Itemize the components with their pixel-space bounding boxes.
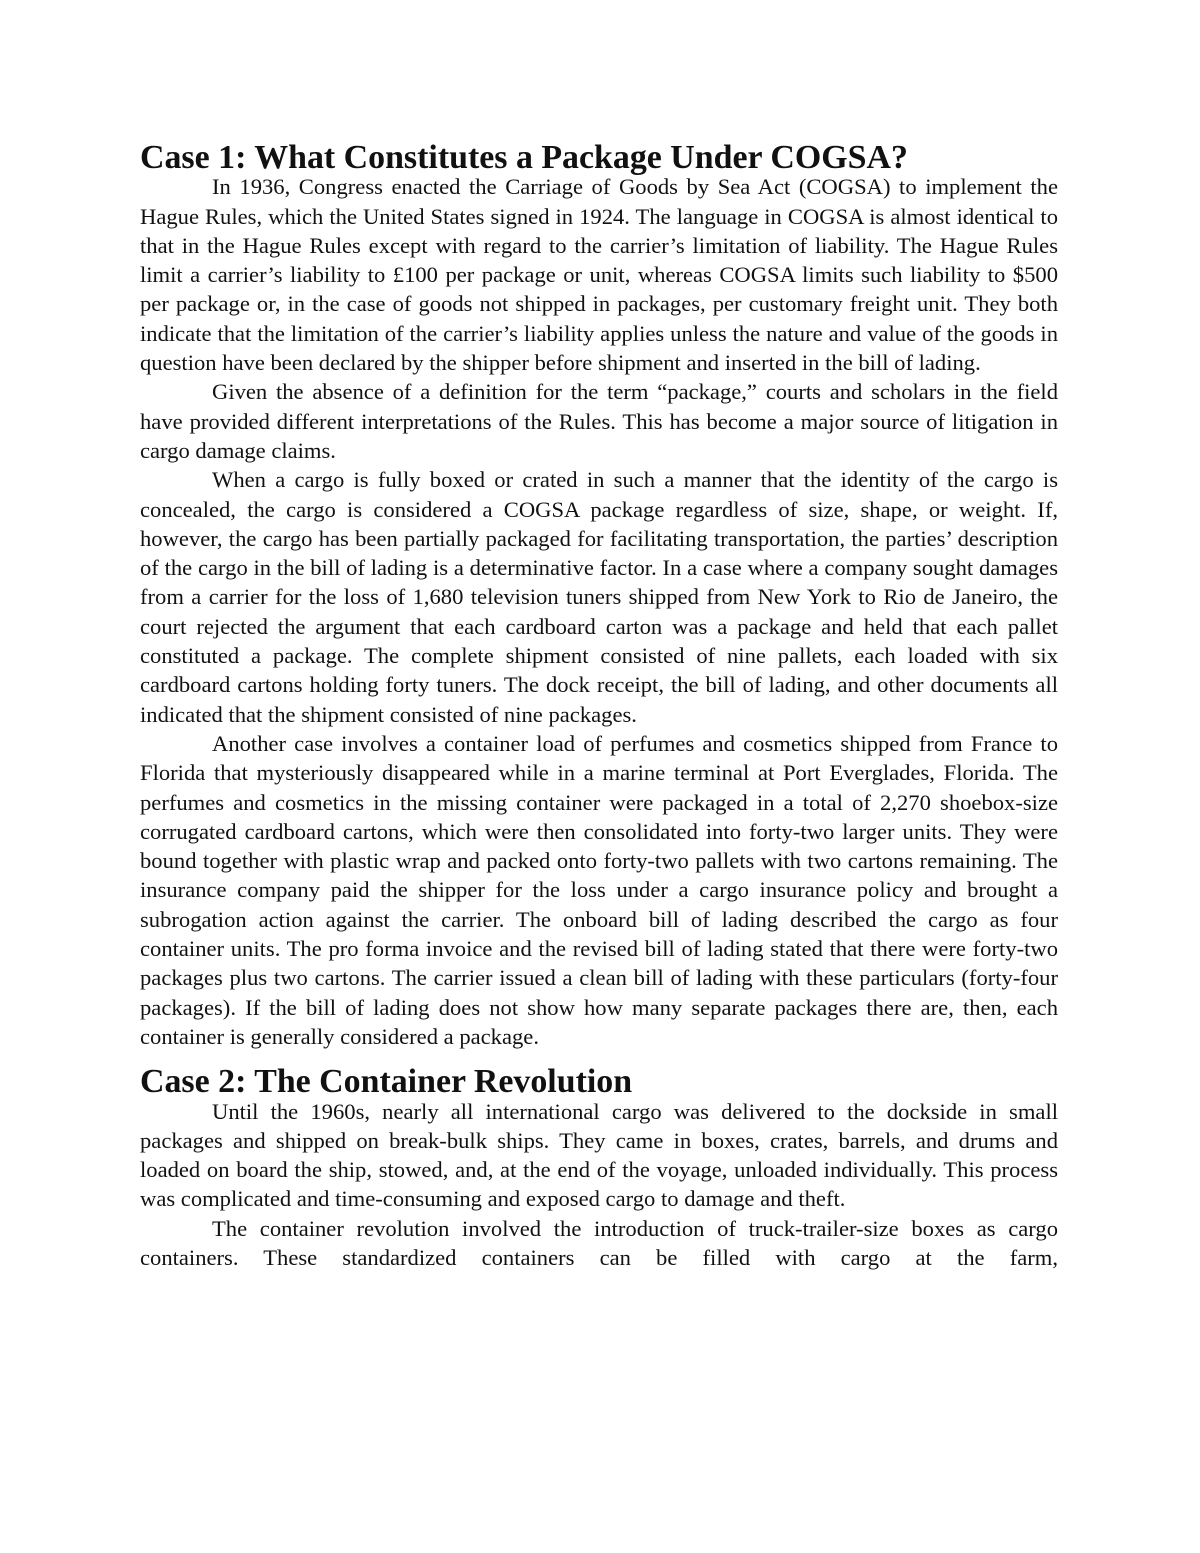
- document-page: [140, 139, 1058, 1272]
- case-2-paragraph-2: The container revolution involved the introduction of truck-trailer-size boxes as cargo containers. These standardized containers can be filled with cargo at the farm,: [140, 1215, 1058, 1270]
- case-2-heading: Case 2: The Container Revolution: [140, 1063, 633, 1101]
- case-2-paragraph-1: Until the 1960s, nearly all international cargo was delivered to the dockside in small packages and shipped on break-bulk ships. They came in boxes, crates, barrels, and drums and loaded on board the ship, stowed, and, at the end of the voyage, unloaded individually. This process was complicated and time-consuming and exposed cargo to damage and theft.: [140, 1098, 1058, 1212]
- case-1-paragraph-2: Given the absence of a definition for the term “package,” courts and scholars in the field have provided different interpretations of the Rules. This has become a major source of litigation in cargo damage claims.: [140, 379, 1058, 463]
- case-1-paragraph-3: When a cargo is fully boxed or crated in such a manner that the identity of the cargo is concealed, the cargo is considered a COGSA package regardless of size, shape, or weight. If, however, the cargo has been partially packaged for facilitating transportation, the parties’ description of the cargo in the bill of lading is a determinative factor. In a case where a company sought damages from a carrier for the loss of 1,680 television tuners shipped from New York to Rio de Janeiro, the court rejected the argument that each cardboard carton was a package and held that each pallet constituted a package. The complete shipment consisted of nine pallets, each loaded with six cardboard cartons holding forty tuners. The dock receipt, the bill of lading, and other documents all indicated that the shipment consisted of nine packages.: [140, 467, 1058, 727]
- case-1-paragraph-1: In 1936, Congress enacted the Carriage of Goods by Sea Act (COGSA) to implement the Hague Rules, which the United States signed in 1924. The language in COGSA is almost identical to that in the Hague Rules except with regard to the carrier’s limitation of liability. The Hague Rules limit a carrier’s liability to £100 per package or unit, whereas COGSA limits such liability to $500 per package or, in the case of goods not shipped in packages, per customary freight unit. They both indicate that the limitation of the carrier’s liability applies unless the nature and value of the goods in question have been declared by the shipper before shipment and inserted in the bill of lading.: [140, 174, 1058, 376]
- case-1-heading: Case 1: What Constitutes a Package Under COGSA?: [140, 139, 908, 176]
- case-1-paragraph-4: Another case involves a container load of perfumes and cosmetics shipped from France to Florida that mysteriously disappeared while in a marine terminal at Port Everglades, Florida. The perfumes and cosmetics in the missing container were packaged in a total of 2,270 shoebox-size corrugated cardboard cartons, which were then consolidated into forty-two larger units. They were bound together with plastic wrap and packed onto forty-two pallets with two cartons remaining. The insurance company paid the shipper for the loss under a cargo insurance policy and brought a subrogation action against the carrier. The onboard bill of lading described the cargo as four container units. The pro forma invoice and the revised bill of lading stated that there were forty-two packages plus two cartons. The carrier issued a clean bill of lading with these particulars (forty-four packages). If the bill of lading does not show how many separate packages there are, then, each container is generally considered a package.: [140, 730, 1058, 1049]
